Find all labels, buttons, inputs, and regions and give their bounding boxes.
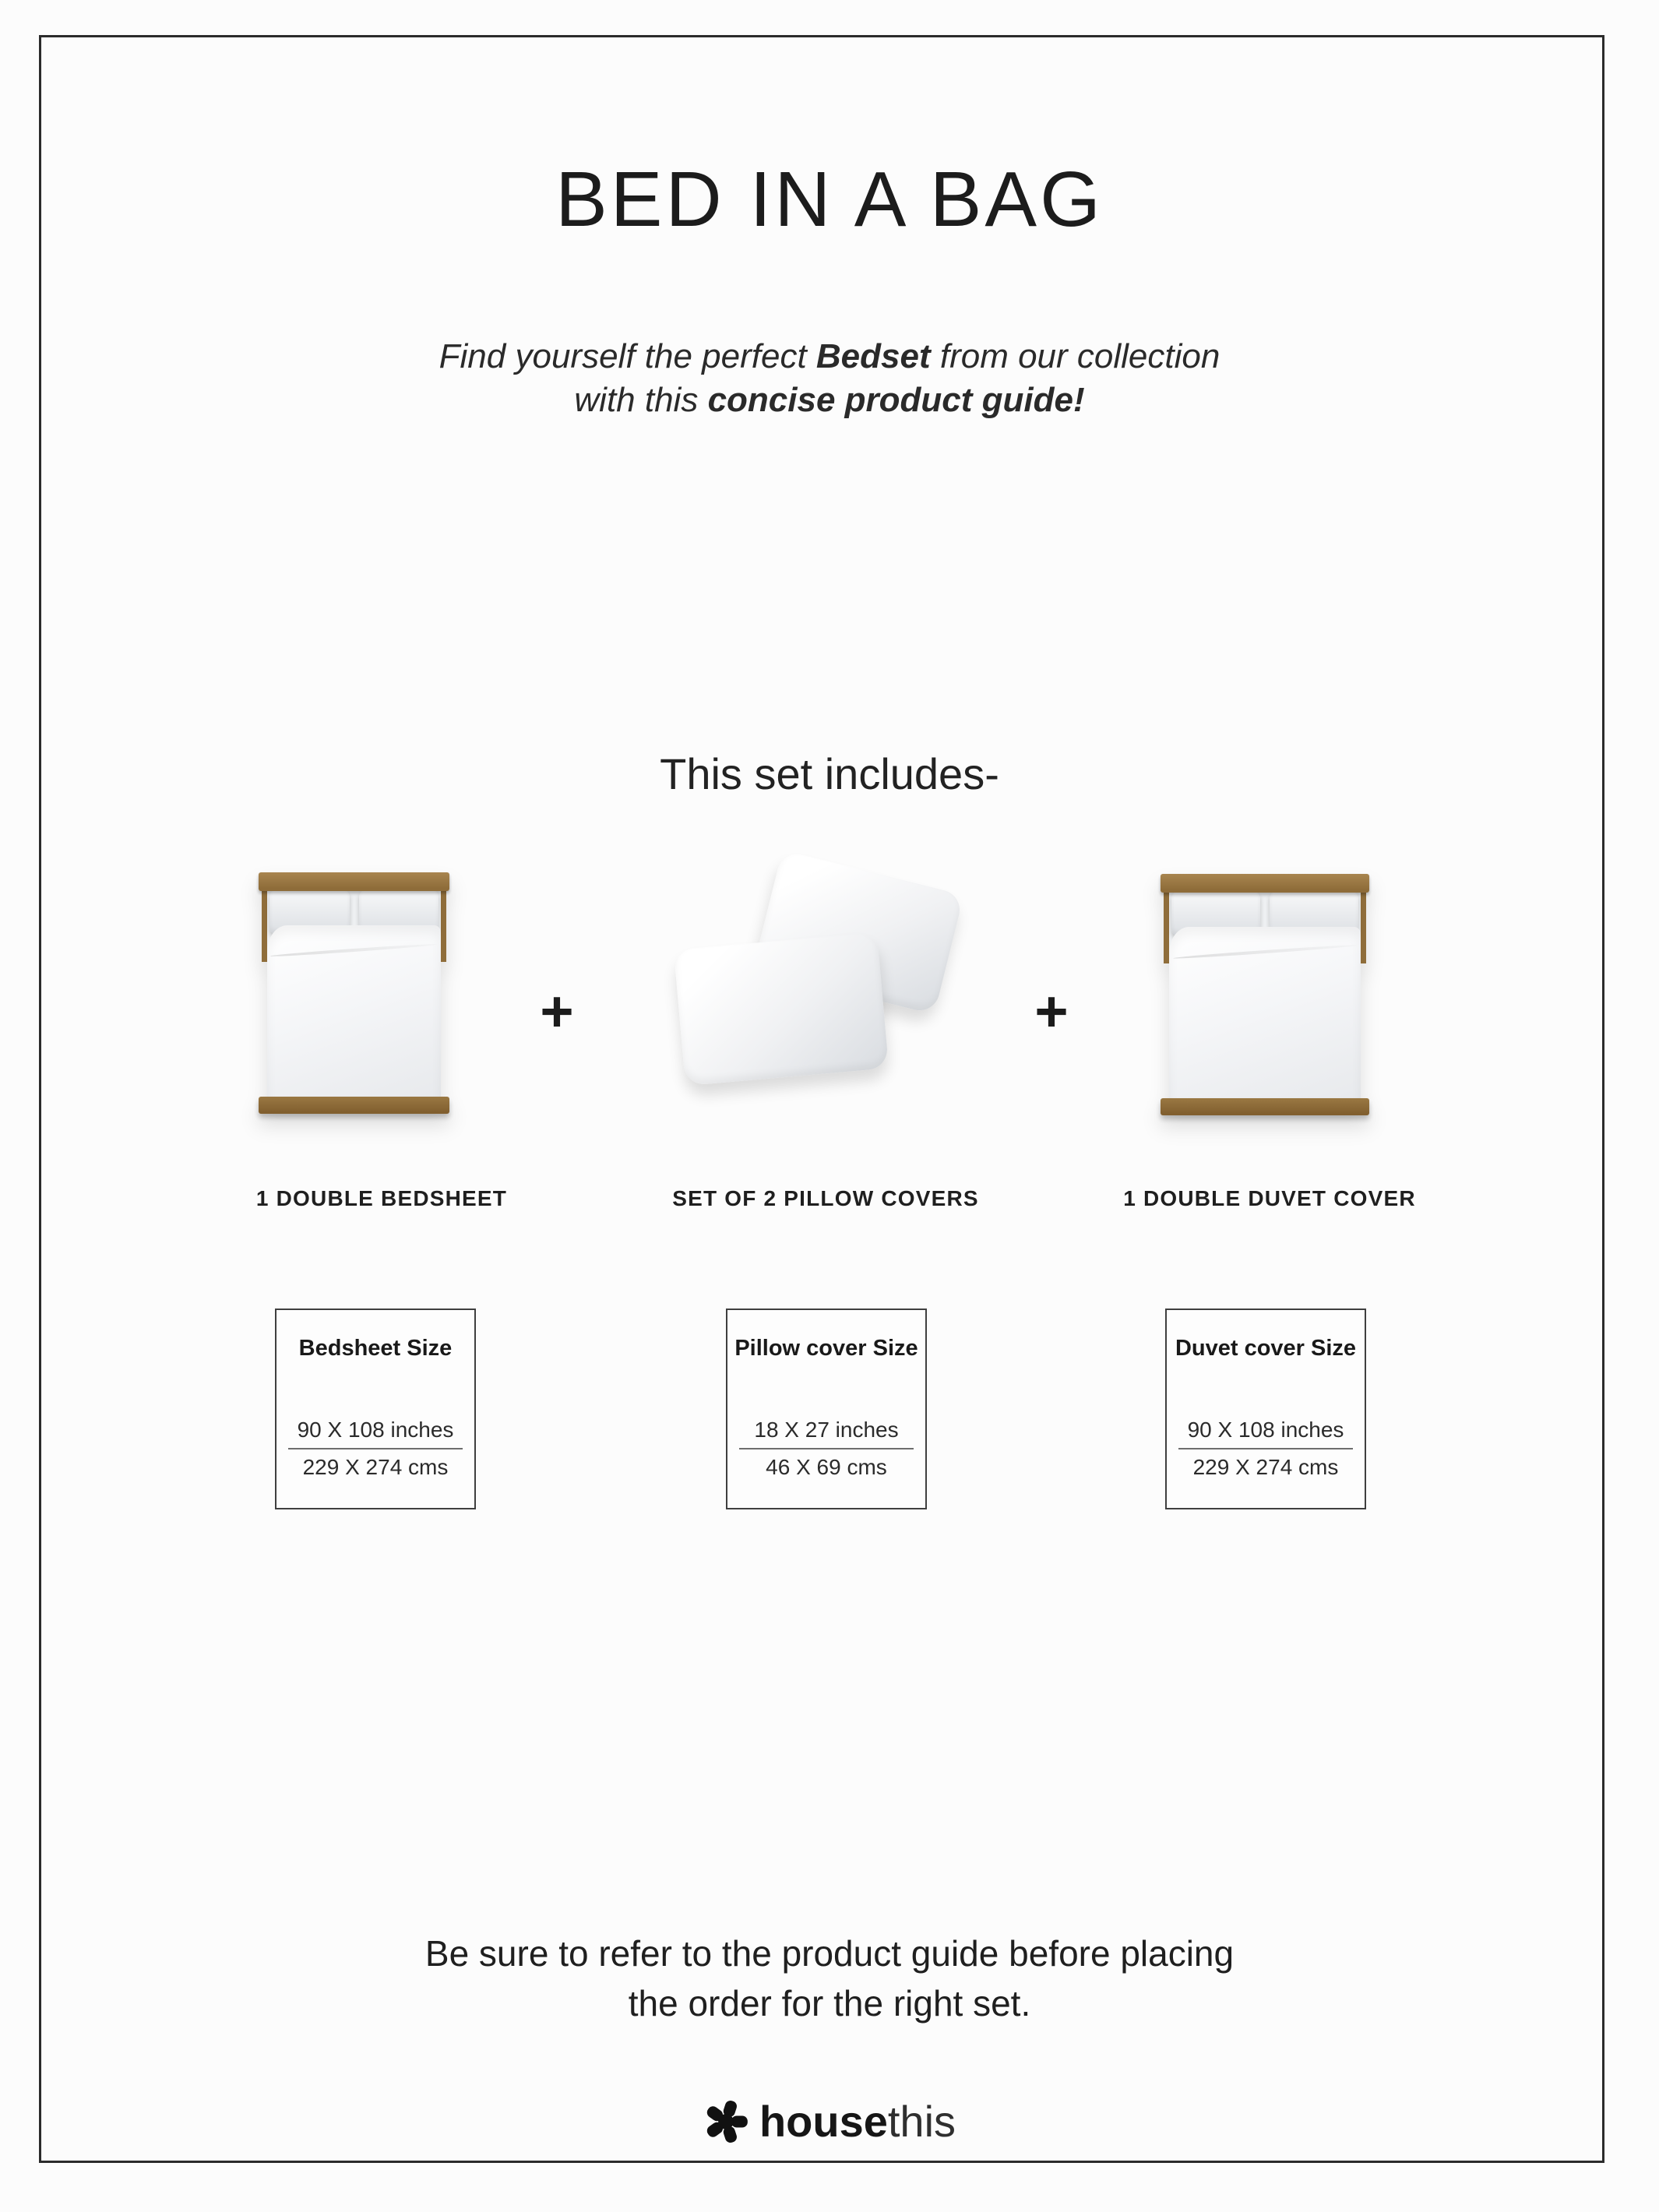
duvet-cover-size-inches: 90 X 108 inches <box>1187 1418 1344 1442</box>
footer-note-line-2: the order for the right set. <box>628 1983 1031 2024</box>
bed-mattress <box>267 885 441 1103</box>
pillow-cover-size-cms: 46 X 69 cms <box>766 1455 887 1479</box>
bed-sheet <box>1169 927 1361 1104</box>
duvet-cover-size-title: Duvet cover Size <box>1175 1336 1357 1361</box>
dimension-divider <box>288 1448 463 1449</box>
set-includes-heading: This set includes- <box>660 749 999 798</box>
footer-note <box>0 1928 1659 2028</box>
bed-headboard <box>259 872 449 891</box>
pillow-cover-size-inches: 18 X 27 inches <box>754 1418 899 1442</box>
footer-note-line-1: Be sure to refer to the product guide before placing <box>424 1933 1235 1974</box>
duvet-cover-size-dimensions <box>1167 1418 1365 1480</box>
bedsheet-size-title: Bedsheet Size <box>298 1336 453 1361</box>
subtitle-line1-pre: Find yourself the perfect <box>439 337 816 375</box>
subtitle-bold-guide: concise product guide! <box>707 381 1085 419</box>
subtitle-bold-bedset: Bedset <box>815 337 931 375</box>
pillow-cover-size-dimensions <box>727 1418 925 1480</box>
housethis-wordmark <box>759 2099 956 2144</box>
bedsheet-size-dimensions <box>276 1418 474 1480</box>
plus-separator-icon: + <box>1034 979 1069 1044</box>
bedsheet-size-cms: 229 X 274 cms <box>302 1455 449 1479</box>
bedsheet-size-inches: 90 X 108 inches <box>297 1418 454 1442</box>
duvet-cover-size-cms: 229 X 274 cms <box>1192 1455 1339 1479</box>
bedsheet-size-box <box>275 1309 476 1509</box>
duvet-product-image <box>1161 874 1369 1115</box>
brand-light: this <box>887 2097 956 2146</box>
bed-side-rail <box>1360 889 1366 963</box>
bedsheet-product-image <box>259 872 449 1114</box>
housethis-logo <box>0 2094 1659 2150</box>
bed-side-rail <box>440 888 446 962</box>
dimension-divider <box>739 1448 914 1449</box>
duvet-cover-size-box <box>1165 1309 1366 1509</box>
item-label-pillow-covers: SET OF 2 PILLOW COVERS <box>672 1186 979 1210</box>
subtitle <box>0 335 1659 422</box>
bed-sheet <box>267 925 441 1103</box>
pillow-cover-size-box <box>726 1309 927 1509</box>
dimension-divider <box>1178 1448 1353 1449</box>
housethis-logo-icon <box>703 2099 748 2144</box>
bed-footboard <box>259 1097 449 1114</box>
bed-headboard <box>1161 874 1369 893</box>
plus-separator-icon: + <box>540 979 574 1044</box>
pillow-cover-size-title: Pillow cover Size <box>734 1336 918 1361</box>
item-label-bedsheet: 1 DOUBLE BEDSHEET <box>255 1186 508 1210</box>
subtitle-line-1 <box>0 335 1659 379</box>
subtitle-line-2 <box>0 379 1659 422</box>
brand-bold: house <box>759 2097 888 2146</box>
subtitle-line2-pre: with this <box>574 381 708 419</box>
bed-footboard <box>1161 1098 1369 1115</box>
subtitle-line1-post: from our collection <box>930 337 1220 375</box>
pillow-front <box>674 932 889 1086</box>
bed-mattress <box>1169 886 1361 1104</box>
page-title: BED IN A BAG <box>555 156 1104 243</box>
item-label-duvet-cover: 1 DOUBLE DUVET COVER <box>1123 1186 1416 1210</box>
pillow-covers-product-image <box>678 869 970 1103</box>
